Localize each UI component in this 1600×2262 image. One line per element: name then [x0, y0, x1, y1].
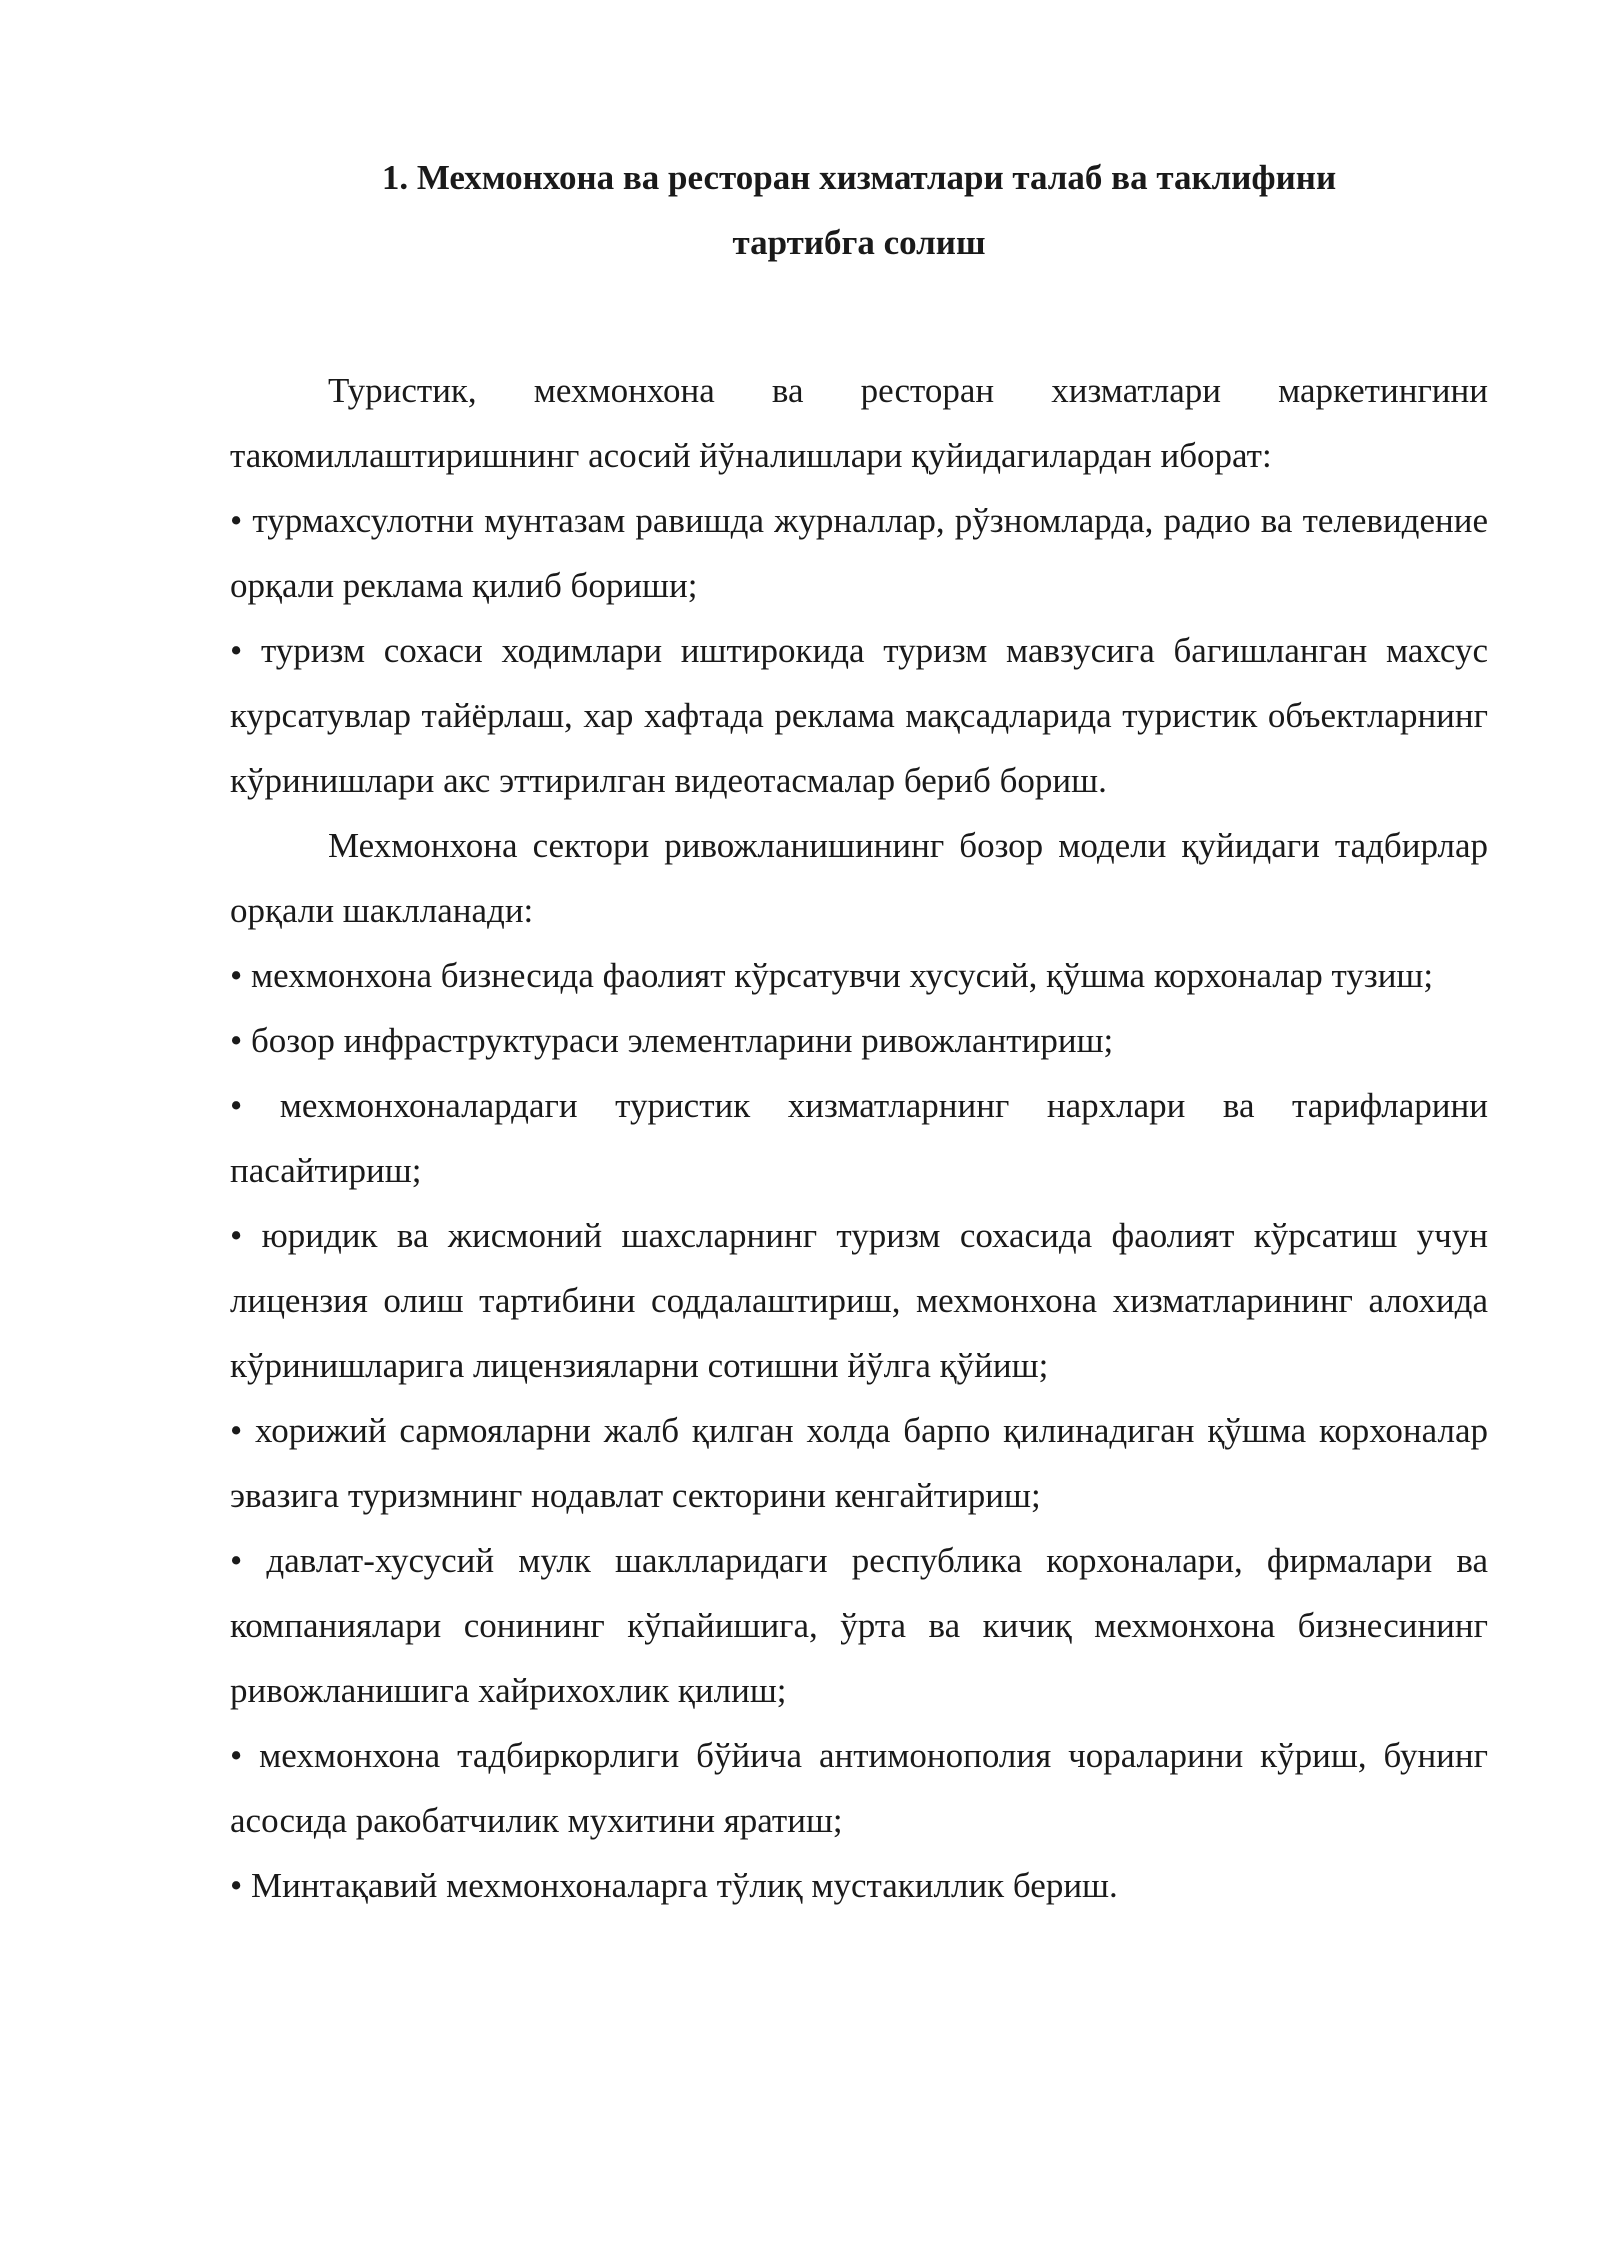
title-line-1: 1. Мехмонхона ва ресторан хизматлари талаб ва таклифини — [381, 158, 1337, 197]
bullet-item: • мехмонхоналардаги туристик хизматларнинг нархлари ва тарифларини пасайтириш; — [230, 1086, 1488, 1190]
document-body — [230, 358, 1488, 1918]
bullet-item: • мехмонхона бизнесида фаолият кўрсатувчи хусусий, қўшма корхоналар тузиш; — [230, 956, 1434, 995]
title-line-2: тартибга солиш — [732, 223, 986, 262]
bullet-item: • хорижий сармояларни жалб қилган холда барпо қилинадиган қўшма корхоналар эвазига туризмнинг нодавлат секторини кенгайтириш; — [230, 1411, 1488, 1515]
page-title — [230, 145, 1488, 275]
bullet-item: • бозор инфраструктураси элементларини ривожлантириш; — [230, 1021, 1114, 1060]
intro-paragraph: Туристик, мехмонхона ва ресторан хизматлари маркетингини такомиллаштиришнинг асосий йўналишлари қуйидагилардан иборат: — [230, 371, 1488, 475]
bullet-item: • юридик ва жисмоний шахсларнинг туризм сохасида фаолият кўрсатиш учун лицензия олиш тартибини соддалаштириш, мехмонхона хизматларининг алохида кўринишларига лицензияларни сотишни йўлга қўйиш; — [230, 1216, 1488, 1385]
bullet-item: • турмахсулотни мунтазам равишда журналлар, рўзномларда, радио ва телевидение орқали реклама қилиб бориши; — [230, 501, 1488, 605]
bullet-item: • туризм сохаси ходимлари иштирокида туризм мавзусига багишланган махсус курсатувлар тайёрлаш, хар хафтада реклама мақсадларида туристик объектларнинг кўринишлари акс эттирилган видеотасмалар бериб бориш. — [230, 631, 1488, 800]
document-page — [230, 145, 1488, 1918]
section-paragraph: Мехмонхона сектори ривожланишининг бозор модели қуйидаги тадбирлар орқали шаклланади: — [230, 826, 1488, 930]
bullet-item: • мехмонхона тадбиркорлиги бўйича антимонополия чораларини кўриш, бунинг асосида ракобатчилик мухитини яратиш; — [230, 1736, 1488, 1840]
bullet-item: • давлат-хусусий мулк шаклларидаги республика корхоналари, фирмалари ва компаниялари сонининг кўпайишига, ўрта ва кичиқ мехмонхона бизнесининг ривожланишига хайрихохлик қилиш; — [230, 1541, 1488, 1710]
bullet-item: • Минтақавий мехмонхоналарга тўлиқ мустакиллик бериш. — [230, 1866, 1118, 1905]
